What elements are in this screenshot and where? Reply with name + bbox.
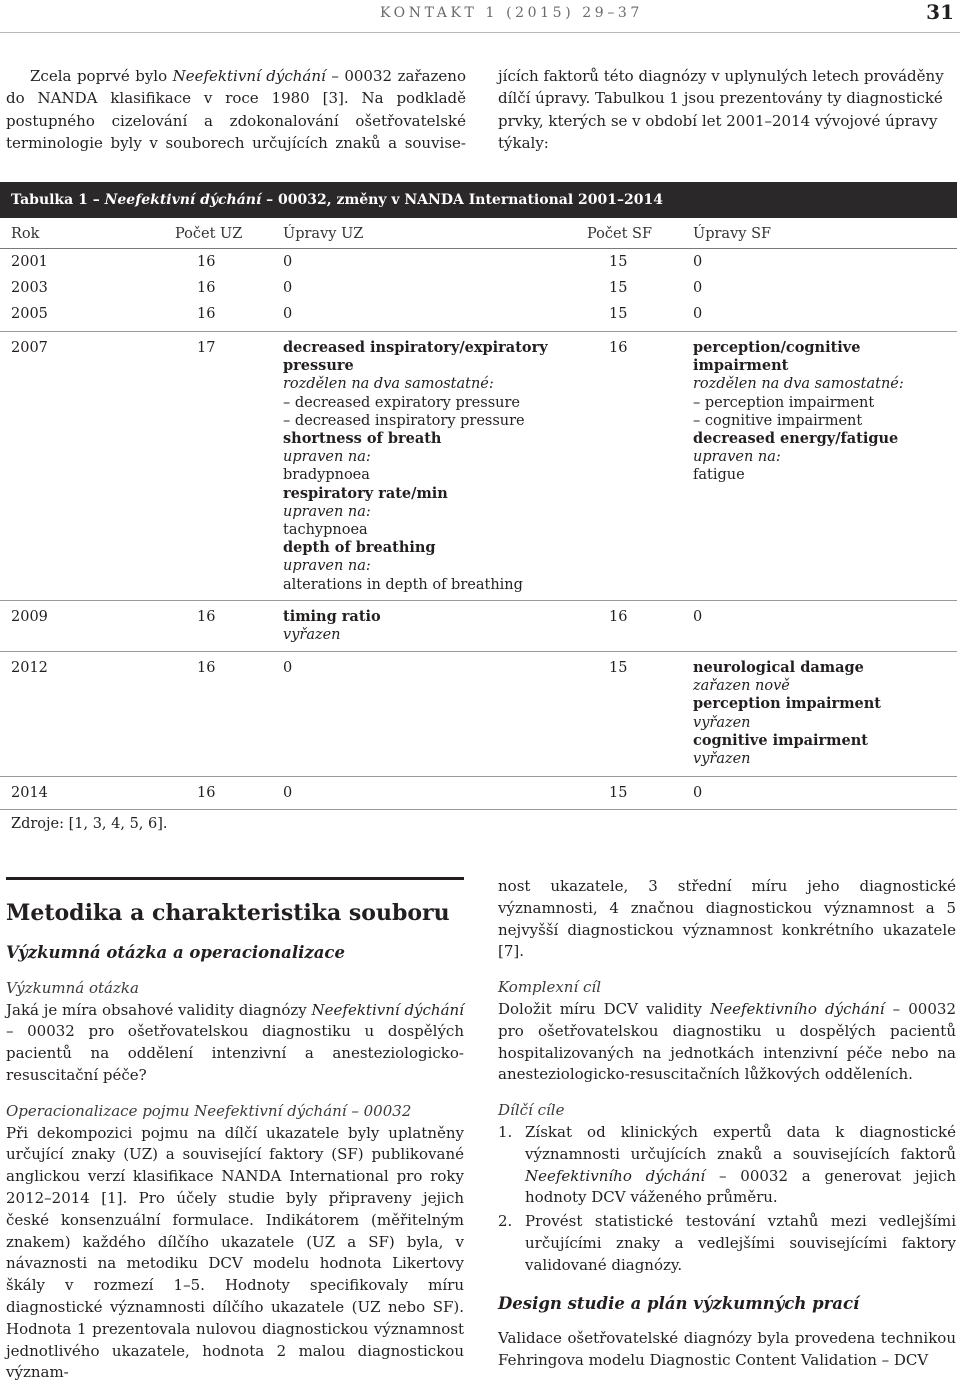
cell-line: perception impairment — [693, 695, 882, 713]
intro-paragraph — [6, 65, 466, 154]
question-text-italic: Neefektivní dýchání — [311, 1000, 464, 1019]
cell-sf-changes — [693, 339, 953, 485]
cell-sf-changes: 0 — [693, 280, 703, 296]
item1-text-italic: Neefektivního dýchání — [525, 1166, 706, 1185]
cell-sf-count: 16 — [609, 609, 628, 625]
question-label: Výzkumná otázka — [6, 978, 139, 997]
operationalization-text: Při dekompozici pojmu na dílčí ukazatele byly uplatněny určující znaky (UZ) a související faktory (SF) publikované anglickou verzí klasifikace NANDA International pro roky 2012–2014 [1]. Pro účely studie byly připraveny jejich české konsenzuální formulace. Indikátorem (měřitelným znakem) každého dílčího ukazatele (UZ a SF) byla, v návaznosti na metodiku DCV modelu hodnota Likertovy škály v rozmezí 1–5. Hodnoty specifikovaly míru diagnostické významnosti dílčího ukazatele (UZ nebo SF). Hodnota 1 prezentovala nulovou diagnostickou významnost jednotlivého ukazatele, hodnota 2 malou diagnostickou význam- — [6, 1123, 464, 1382]
cell-line: respiratory rate/min — [283, 484, 448, 502]
cell-year: 2001 — [11, 254, 48, 270]
table-row-2012 — [0, 659, 957, 774]
cell-line: – perception impairment — [693, 394, 875, 411]
cell-line: cognitive impairment — [693, 731, 868, 749]
cell-sf-changes: 0 — [693, 306, 703, 322]
cell-year: 2005 — [11, 306, 48, 322]
table-row-2009 — [0, 608, 957, 648]
design-text: Validace ošetřovatelské diagnózy byla provedena technikou Fehringova modelu Diagnostic Content Validation – DCV — [498, 1329, 956, 1370]
cell-uz-changes: 0 — [283, 306, 293, 322]
cell-year: 2007 — [11, 340, 48, 356]
cell-line: decreased inspiratory/expiratory — [283, 339, 548, 356]
cell-uz-changes — [283, 608, 573, 644]
cell-year: 2014 — [11, 785, 48, 801]
goal-text-italic: Neefektivního dýchání — [710, 999, 885, 1018]
cell-line: zařazen nově — [693, 678, 790, 695]
cell-line: vyřazen — [693, 751, 751, 768]
sub-goals-list — [498, 1122, 956, 1277]
intro-text-b: – 00032 zařazeno do NANDA klasifikace v roce 1980 [3]. Na podkladě postupného cizelování a zdokonalování ošetřovatelské terminologie byly v souborech určujících znaků a souvise- — [6, 67, 466, 152]
running-head: KONTAKT 1 (2015) 29–37 — [380, 5, 643, 21]
cell-sf-count: 15 — [609, 785, 628, 801]
cell-uz-count: 16 — [197, 254, 216, 270]
cell-line: upraven na: — [283, 503, 371, 520]
column-header-year: Rok — [11, 226, 40, 242]
cell-uz-count: 16 — [197, 306, 216, 322]
cell-sf-changes: 0 — [693, 609, 703, 625]
caption-italic: Neefektivní dýchání — [104, 192, 262, 208]
question-text — [6, 1000, 464, 1087]
column-header-uz-changes: Úpravy UZ — [283, 226, 364, 242]
cell-line: bradypnoea — [283, 467, 370, 484]
cell-line: pressure — [283, 357, 354, 375]
table-row — [0, 279, 957, 299]
table-source: Zdroje: [1, 3, 4, 5, 6]. — [11, 816, 168, 832]
cell-line: – decreased inspiratory pressure — [283, 412, 525, 429]
cell-uz-count: 16 — [197, 660, 216, 676]
table-row — [0, 253, 957, 273]
subsection-title: Výzkumná otázka a operacionalizace — [6, 943, 345, 962]
cell-uz-count: 16 — [197, 280, 216, 296]
cell-line: vyřazen — [283, 627, 341, 644]
cell-line: shortness of breath — [283, 430, 442, 448]
cell-sf-changes: 0 — [693, 254, 703, 270]
cell-sf-count: 16 — [609, 340, 628, 356]
cell-line: alterations in depth of breathing — [283, 576, 523, 593]
list-number: 1. — [498, 1122, 513, 1141]
cell-line: – decreased expiratory pressure — [283, 394, 520, 411]
row-divider — [0, 809, 957, 810]
cell-sf-count: 15 — [609, 306, 628, 322]
cell-uz-changes: 0 — [283, 660, 293, 676]
cell-year: 2003 — [11, 280, 48, 296]
row-divider — [0, 600, 957, 601]
cell-sf-count: 15 — [609, 280, 628, 296]
table-caption — [0, 182, 957, 218]
cell-sf-count: 15 — [609, 660, 628, 676]
column-header-sf-count: Počet SF — [587, 226, 653, 242]
cell-line: upraven na: — [283, 449, 371, 466]
cell-line: upraven na: — [283, 558, 371, 575]
cell-uz-changes — [283, 339, 573, 594]
list-item — [498, 1211, 956, 1276]
goal-text — [498, 999, 956, 1086]
item1-text-a: Získat od klinických expertů data k diagnostické významnosti určujících znaků a souvisejících faktorů — [525, 1122, 956, 1163]
cell-line: timing ratio — [283, 608, 381, 625]
cell-sf-changes: 0 — [693, 785, 703, 801]
row-divider — [0, 331, 957, 332]
item2-text: Provést statistické testování vztahů mezi vedlejšími určujícími znaky a vedlejšími souvisejícími faktory validované diagnózy. — [525, 1212, 956, 1274]
table-row — [0, 305, 957, 325]
cell-line: tachypnoea — [283, 522, 368, 539]
cell-sf-changes — [693, 659, 953, 768]
right-column — [498, 876, 956, 1386]
page-header — [0, 0, 960, 33]
operationalization-label: Operacionalizace pojmu Neefektivní dýchání – 00032 — [6, 1101, 412, 1120]
table-row-2014 — [0, 784, 957, 804]
section-rule — [6, 877, 464, 880]
caption-a: Tabulka 1 – — [11, 192, 105, 208]
cell-line: depth of breathing — [283, 539, 436, 557]
cell-uz-changes: 0 — [283, 785, 293, 801]
left-column — [6, 898, 464, 1398]
cell-uz-changes: 0 — [283, 280, 293, 296]
cell-uz-changes: 0 — [283, 254, 293, 270]
cell-line: rozdělen na dva samostatné: — [283, 376, 494, 393]
goal-label: Komplexní cíl — [498, 978, 602, 997]
cell-year: 2009 — [11, 609, 48, 625]
cell-line: vyřazen — [693, 714, 751, 731]
goal-text-a: Doložit míru DCV validity — [498, 999, 711, 1018]
row-divider — [0, 776, 957, 777]
cell-line: fatigue — [693, 467, 745, 484]
intro-text-italic: Neefektivní dýchání — [172, 67, 326, 85]
table-header-row — [0, 218, 957, 249]
intro-text-a: Zcela poprvé bylo — [30, 67, 173, 85]
cell-uz-count: 16 — [197, 785, 216, 801]
continued-text: nost ukazatele, 3 střední míru jeho diagnostické významnosti, 4 značnou diagnostickou významnost a 5 nejvyšší diagnostickou významnost konkrétního ukazatele [7]. — [498, 877, 956, 961]
cell-line: rozdělen na dva samostatné: — [693, 376, 904, 393]
page-number: 31 — [926, 0, 954, 24]
cell-sf-count: 15 — [609, 254, 628, 270]
cell-year: 2012 — [11, 660, 48, 676]
caption-b: – 00032, změny v NANDA International 2001–2014 — [261, 192, 663, 208]
list-item — [498, 1122, 956, 1209]
list-number: 2. — [498, 1212, 513, 1231]
table-1 — [0, 182, 957, 249]
question-text-a: Jaká je míra obsahové validity diagnózy — [6, 1000, 312, 1019]
cell-uz-count: 16 — [197, 609, 216, 625]
cell-line: upraven na: — [693, 449, 781, 466]
cell-uz-count: 17 — [197, 340, 216, 356]
cell-line: neurological damage — [693, 659, 864, 676]
row-divider — [0, 651, 957, 652]
intro-paragraph-cont: jících faktorů této diagnózy v uplynulých letech prováděny dílčí úpravy. Tabulkou 1 jsou prezentovány ty diagnostické prvky, kterých se v období let 2001–2014 vývojové úpravy týkaly: — [498, 67, 944, 152]
design-title: Design studie a plán výzkumných prací — [498, 1293, 860, 1313]
sub-goals-label: Dílčí cíle — [498, 1101, 565, 1120]
cell-line: decreased energy/fatigue — [693, 430, 899, 448]
question-text-b: – 00032 pro ošetřovatelskou diagnostiku u dospělých pacientů na oddělení intenzivní a anesteziologicko-resuscitační péče? — [6, 1022, 464, 1084]
column-header-uz-count: Počet UZ — [175, 226, 243, 242]
cell-line: perception/cognitive impairment — [693, 339, 861, 375]
section-title: Metodika a charakteristika souboru — [6, 900, 450, 926]
column-header-sf-changes: Úpravy SF — [693, 226, 772, 242]
cell-line: – cognitive impairment — [693, 412, 863, 429]
goal-text-b: – 00032 pro ošetřovatelskou diagnostiku u dospělých pacientů hospitalizovaných na jednotkách intenzivní péče nebo na anesteziologicko-resuscitačních lůžkových odděleních. — [498, 999, 956, 1084]
intro-right-column — [498, 65, 954, 154]
item1-text-b: – 00032 a generovat jejich hodnoty DCV váženého průměru. — [525, 1166, 957, 1207]
table-row-2007 — [0, 339, 957, 599]
intro-left-column — [6, 65, 466, 154]
